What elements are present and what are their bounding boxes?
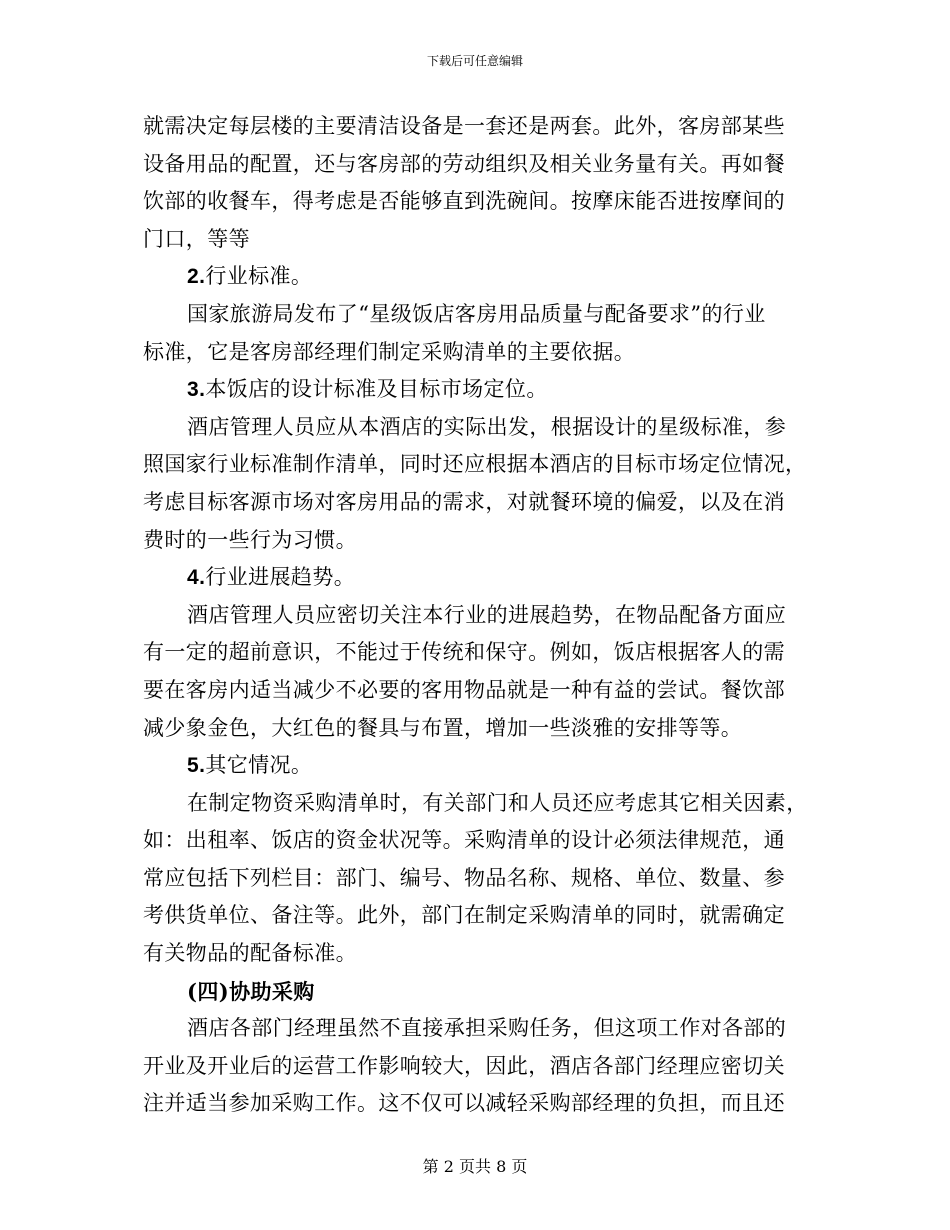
document-body [143,108,808,1123]
list-item-title: 行业进展趋势。 [205,565,356,590]
paragraph-line: 有一定的超前意识，不能过于传统和保守。例如，饭店根据客人的需 [143,640,785,665]
paragraph-line: 设备用品的配置，还与客房部的劳动组织及相关业务量有关。再如餐 [143,151,785,176]
paragraph-line: 减少象金色，大红色的餐具与布置，增加一些淡雅的安排等等。 [143,715,743,740]
paragraph-line: 饮部的收餐车，得考虑是否能够直到洗碗间。按摩床能否进按摩间的 [143,189,785,214]
paragraph-line: 酒店管理人员应密切关注本行业的进展趋势，在物品配备方面应 [187,602,787,627]
list-item-title: 本饭店的设计标准及目标市场定位。 [205,377,548,402]
paragraph-line: 国家旅游局发布了“星级饭店客房用品质量与配备要求”的行业 [187,301,766,326]
paragraph-line: 就需决定每层楼的主要清洁设备是一套还是两套。此外，客房部某些 [143,114,785,138]
list-item-heading [143,371,803,409]
list-item-number: 3. [187,378,206,402]
paragraph-line: 考虑目标客源市场对客房用品的需求，对就餐环境的偏爱，以及在消 [143,489,785,514]
paragraph-line: 如：出租率、饭店的资金状况等。采购清单的设计必须法律规范，通 [143,828,785,853]
paragraph-line: 照国家行业标准制作清单，同时还应根据本酒店的目标市场定位情况， [143,452,807,477]
page-footer: 第 2 页共 8 页 [422,1157,528,1176]
paragraph-line: 注并适当参加采购工作。这不仅可以减轻采购部经理的负担，而且还 [143,1091,785,1116]
paragraph-line: 门口，等等 [143,226,250,251]
paragraph-line: 要在客房内适当减少不必要的客用物品就是一种有益的尝试。餐饮部 [143,677,785,702]
list-item-heading [143,258,803,296]
list-item-title: 其它情况。 [205,753,313,778]
section-heading: (四)协助采购 [187,978,315,1004]
list-item-number: 2. [187,265,206,289]
paragraph-line: 标准，它是客房部经理们制定采购清单的主要依据。 [143,339,636,364]
paragraph-line: 考供货单位、备注等。此外，部门在制定采购清单的同时，就需确定 [143,903,785,928]
list-item-title: 行业标准。 [205,264,313,289]
paragraph-line: 在制定物资采购清单时，有关部门和人员还应考虑其它相关因素， [187,790,808,815]
list-item-heading [143,747,803,785]
page-header: 下载后可任意编辑 [426,54,523,68]
list-item-number: 5. [187,754,206,778]
paragraph-line: 酒店管理人员应从本酒店的实际出发，根据设计的星级标准，参 [187,414,787,439]
paragraph-line: 费时的一些行为习惯。 [143,527,357,552]
paragraph-line: 有关物品的配备标准。 [143,941,357,966]
paragraph-line: 酒店各部门经理虽然不直接承担采购任务，但这项工作对各部的 [187,1016,787,1041]
list-item-number: 4. [187,566,206,590]
list-item-heading [143,559,803,597]
paragraph-line: 常应包括下列栏目：部门、编号、物品名称、规格、单位、数量、参 [143,865,785,890]
paragraph-line: 开业及开业后的运营工作影响较大，因此，酒店各部门经理应密切关 [143,1053,785,1078]
